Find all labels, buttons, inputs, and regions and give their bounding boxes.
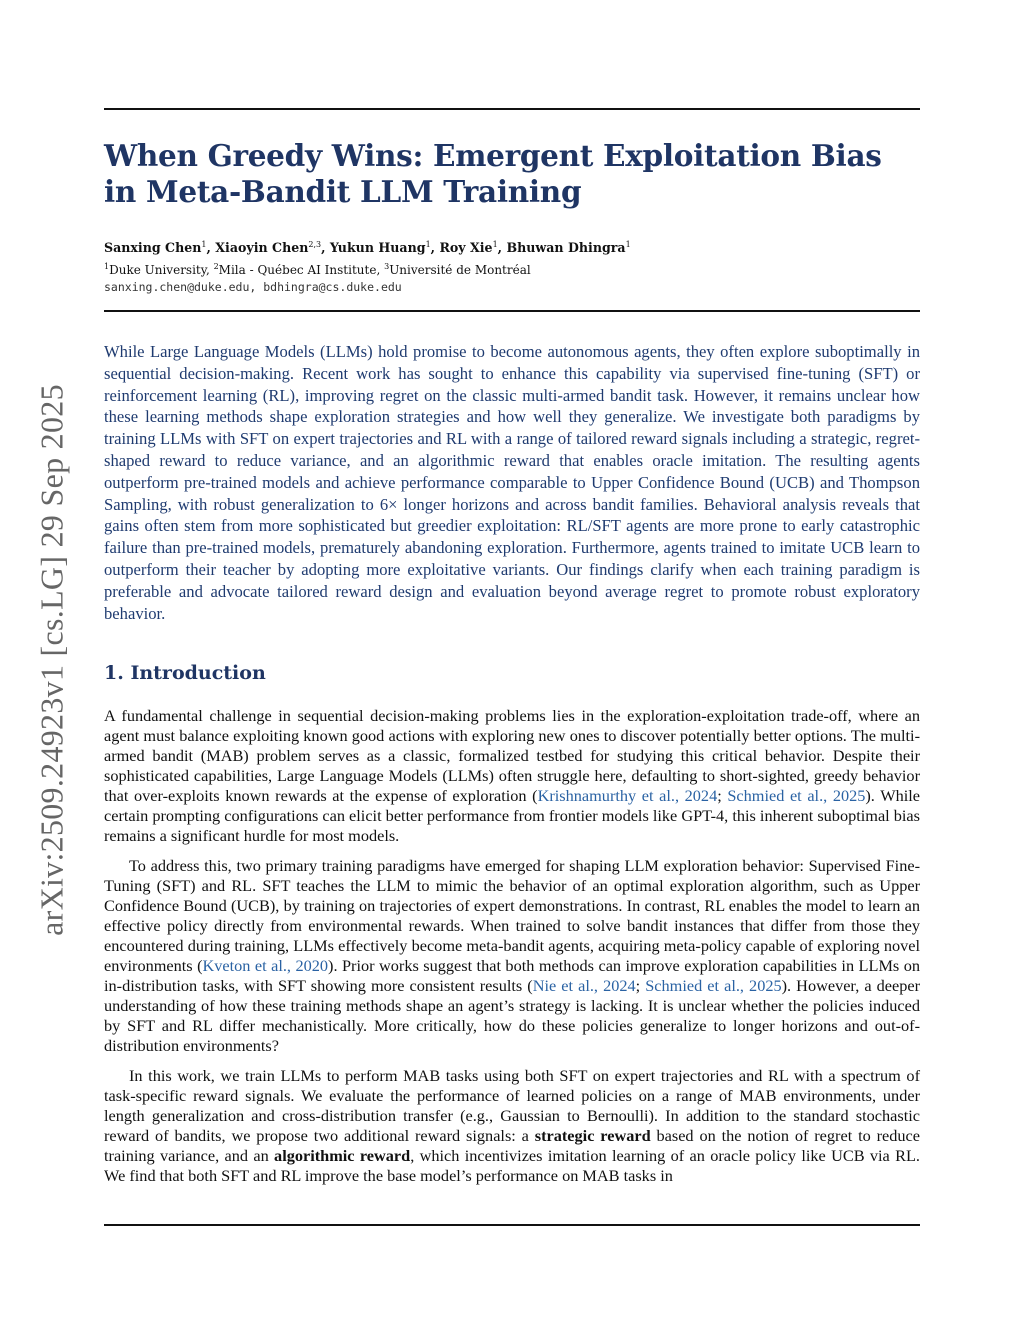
citation-separator: ; [635,976,646,995]
author-name: Yukun Huang [329,240,426,255]
paragraph-text: , which incentivizes imitation learning of an oracle policy like UCB via RL. We find that both SFT and RL improve the base model’s performance on MAB tasks in [104,1146,920,1185]
paragraph-text: ). However, a deeper understanding of how these training methods shape an agent’s strategy is lacking. It is unclear whether the policies induced by SFT and RL differ mechanistically. More critically, how do these policies generalize to longer horizons and out-of-distribution environments? [104,976,921,1055]
paragraph-text: ). While certain prompting configurations can elicit better performance from frontier models like GPT-4, this inherent suboptimal bias remains a significant hurdle for most models. [104,786,920,845]
citation-link[interactable]: Kveton et al., 2020 [202,956,329,975]
paragraph-text: To address this, two primary training paradigms have emerged for shaping LLM exploration behavior: Supervised Fine-Tuning (SFT) and RL. SFT teaches the LLM to mimic the behavior of an optimal exploration algorithm, such as Upper Confidence Bound (UCB), by training on trajectories of expert demonstrations. In contrast, RL enables the model to learn an effective policy directly from environmental rewards. When trained to solve bandit instances that differ from those they encountered during training, LLMs effectively become meta-bandit agents, acquiring meta-policy capable of exploring novel environments ( [104,856,920,975]
section-heading-introduction: 1. Introduction [104,662,266,684]
affiliation-name: Duke University [109,263,206,277]
author-name: Bhuwan Dhingra [506,240,626,255]
affiliation-name: Mila - Québec AI Institute [218,263,377,277]
footer-rule [104,1224,920,1226]
paragraph-text: ). Prior works suggest that both methods can improve exploration capabilities in LLMs on in-distribution tasks, with SFT showing more consistent results ( [104,956,921,995]
author-affiliation-mark: 1 [201,240,207,249]
paragraph-text: In this work, we train LLMs to perform MAB tasks using both SFT on expert trajectories and RL with a spectrum of task-specific reward signals. We evaluate the performance of learned policies on a range of MAB environments, under length generalization and cross-distribution transfer (e.g., Gaussian to Bernoulli). In addition to the standard stochastic reward of bandits, we propose two additional reward signals: a [104,1066,920,1145]
header-bottom-rule [104,310,920,312]
paragraph-text: based on the notion of regret to reduce training variance, and an [104,1126,920,1165]
paragraph-text: A fundamental challenge in sequential decision-making problems lies in the exploration-exploitation trade-off, where an agent must balance exploiting known good actions with exploring new ones to discover potentially better options. The multi-armed bandit (MAB) problem serves as a classic, formalized testbed for studying this critical behavior. Despite their sophisticated capabilities, Large Language Models (LLMs) often struggle here, defaulting to short-sighted, greedy behavior that over-exploits known rewards at the expense of exploration ( [104,706,920,805]
author-affiliation-mark: 2,3 [308,240,322,249]
affiliations: $^1$Duke University, $^2$Mila - Québec AI Institute, $^3$Université de Montréal [104,262,531,277]
author-list: Sanxing Chen$^1$, Xiaoyin Chen$^{2,3}$, Yukun Huang$^1$, Roy Xie$^1$, Bhuwan Dhingra$^1$ [104,240,631,255]
citation-link[interactable]: Schmied et al., 2025 [727,786,866,805]
author-affiliation-mark: 1 [625,240,631,249]
intro-paragraph-3 [104,1066,920,1186]
affiliation-number: 3 [384,262,390,271]
affiliation-number: 1 [104,262,110,271]
affiliation-number: 2 [213,262,219,271]
author-affiliation-mark: 1 [492,240,498,249]
citation-link[interactable]: Nie et al., 2024 [532,976,636,995]
citation-separator: ; [717,786,728,805]
top-rule [104,108,920,110]
intro-paragraph-2 [104,856,920,1056]
affiliation-name: Université de Montréal [389,263,531,277]
arxiv-side-stamp: arXiv:2509.24923v1 [cs.LG] 29 Sep 2025 [33,384,70,936]
paper-title: When Greedy Wins: Emergent Exploitation Bias in Meta-Bandit LLM Training [104,138,882,209]
author-emails[interactable]: sanxing.chen@duke.edu, bdhingra@cs.duke.edu [104,280,402,294]
citation-link[interactable]: Krishnamurthy et al., 2024 [537,786,718,805]
author-name: Xiaoyin Chen [215,240,309,255]
bold-term: strategic reward [534,1126,651,1145]
author-name: Sanxing Chen [104,240,202,255]
citation-link[interactable]: Schmied et al., 2025 [645,976,782,995]
bold-term: algorithmic reward [274,1146,411,1165]
author-name: Roy Xie [439,240,493,255]
author-affiliation-mark: 1 [425,240,431,249]
intro-paragraph-1 [104,706,920,846]
abstract-text: While Large Language Models (LLMs) hold promise to become autonomous agents, they often explore suboptimally in sequential decision-making. Recent work has sought to enhance this capability via supervised fine-tuning (SFT) or reinforcement learning (RL), improving regret on the classic multi-armed bandit task. However, it remains unclear how these learning methods shape exploration strategies and how well they generalize. We investigate both paradigms by training LLMs with SFT on expert trajectories and RL with a range of tailored reward signals including a strategic, regret-shaped reward to reduce variance, and an algorithmic reward that enables oracle imitation. The resulting agents outperform pre-trained models and achieve performance comparable to Upper Confidence Bound (UCB) and Thompson Sampling, with robust generalization to 6× longer horizons and across bandit families. Behavioral analysis reveals that gains often stem from more sophisticated but greedier exploitation: RL/SFT agents are more prone to early catastrophic failure than pre-trained models, prematurely abandoning exploration. Furthermore, agents trained to imitate UCB learn to outperform their teacher by adopting more exploitative variants. Our findings clarify when each training paradigm is preferable and advocate tailored reward design and evaluation beyond average regret to promote robust exploratory behavior. [104,342,920,623]
